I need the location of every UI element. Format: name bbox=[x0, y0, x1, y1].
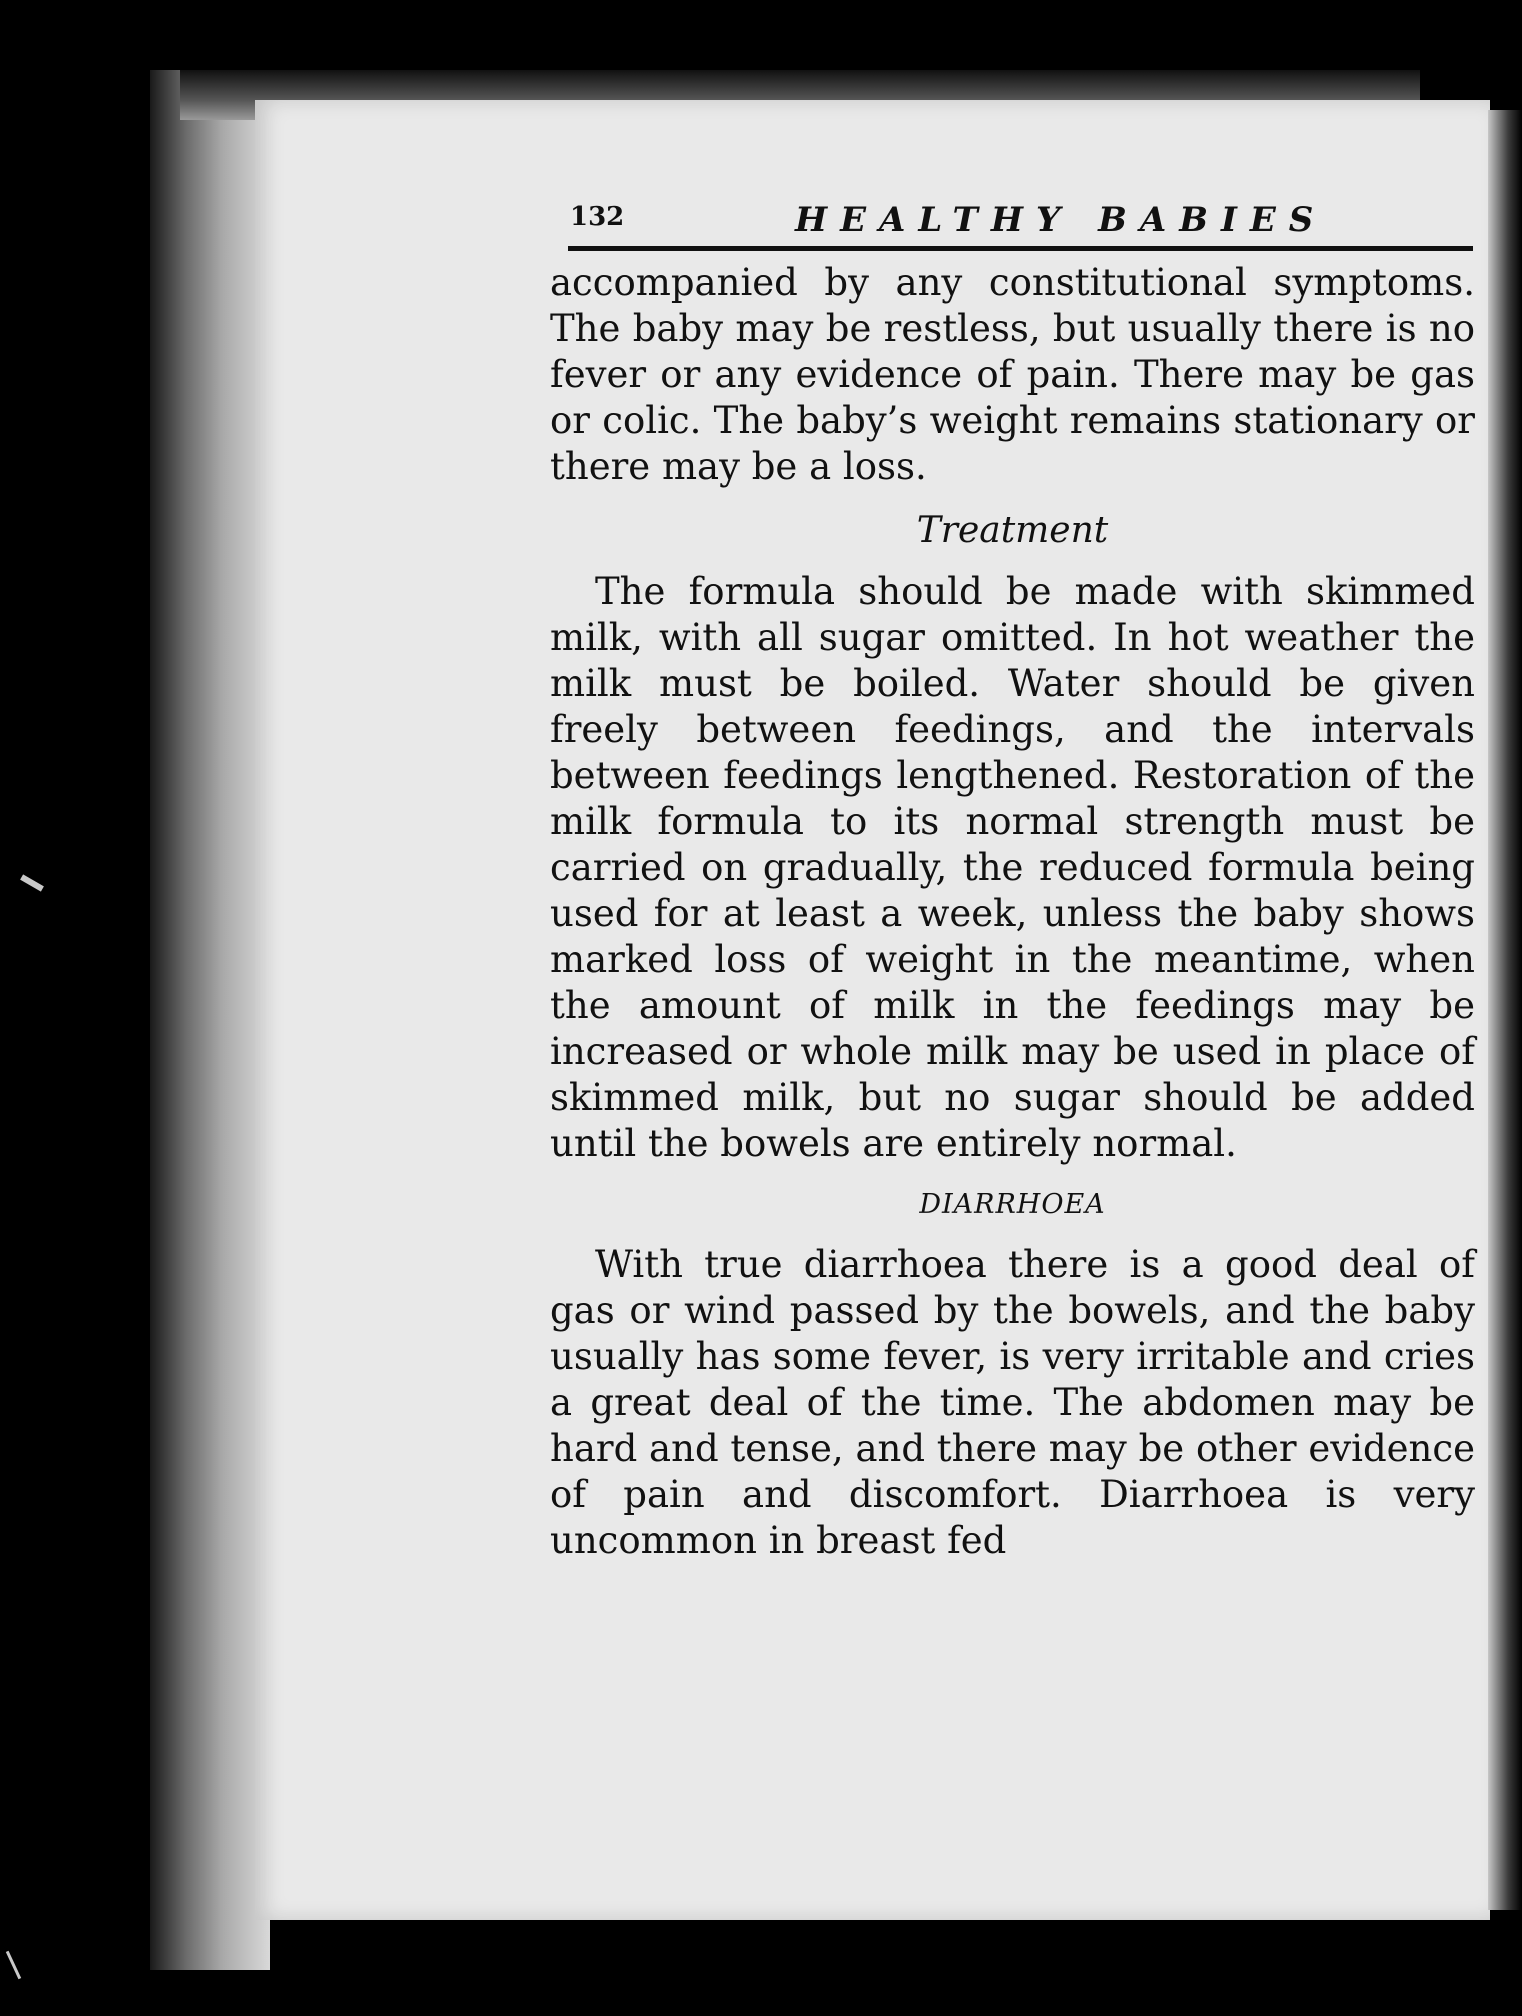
paragraph-continued: accompanied by any constitutional symptoms. The baby may be restless, but usually there is no fever or any evidence of pain. There may be gas or colic. The baby’s weight remains stationary or there may be a loss. bbox=[550, 261, 1475, 488]
paragraph-diarrhoea: With true diarrhoea there is a good deal of gas or wind passed by the bowels, and the baby usually has some fever, is very irritable and cries a great deal of the time. The abdomen may be hard and tense, and there may be other evidence of pain and discomfort. Diarrhoea is very uncommon in breast fed bbox=[550, 1243, 1475, 1562]
scan-speck bbox=[6, 1951, 21, 1979]
book-page-edge-right bbox=[1488, 110, 1522, 1910]
paragraph-treatment: The formula should be made with skimmed milk, with all sugar omitted. In hot weather the milk must be boiled. Water should be given freely between feedings, and the intervals between feedings lengthened. Restoration of the milk formula to its normal strength must be carried on gradually, the reduced formula being used for at least a week, unless the baby shows marked loss of weight in the meantime, when the amount of milk in the feedings may be increased or whole milk may be used in place of skimmed milk, but no sugar should be added until the bowels are entirely normal. bbox=[550, 570, 1475, 1165]
text-block bbox=[550, 190, 1475, 1564]
book-title: HEALTHY BABIES bbox=[795, 200, 1327, 240]
scan-speck bbox=[20, 874, 44, 891]
heading-treatment: Treatment bbox=[916, 510, 1109, 551]
header-rule bbox=[568, 246, 1473, 251]
book-page-edges-left bbox=[150, 70, 270, 1970]
page-number: 132 bbox=[570, 202, 625, 232]
heading-diarrhoea: DIARRHOEA bbox=[919, 1189, 1106, 1220]
running-head bbox=[550, 190, 1475, 260]
